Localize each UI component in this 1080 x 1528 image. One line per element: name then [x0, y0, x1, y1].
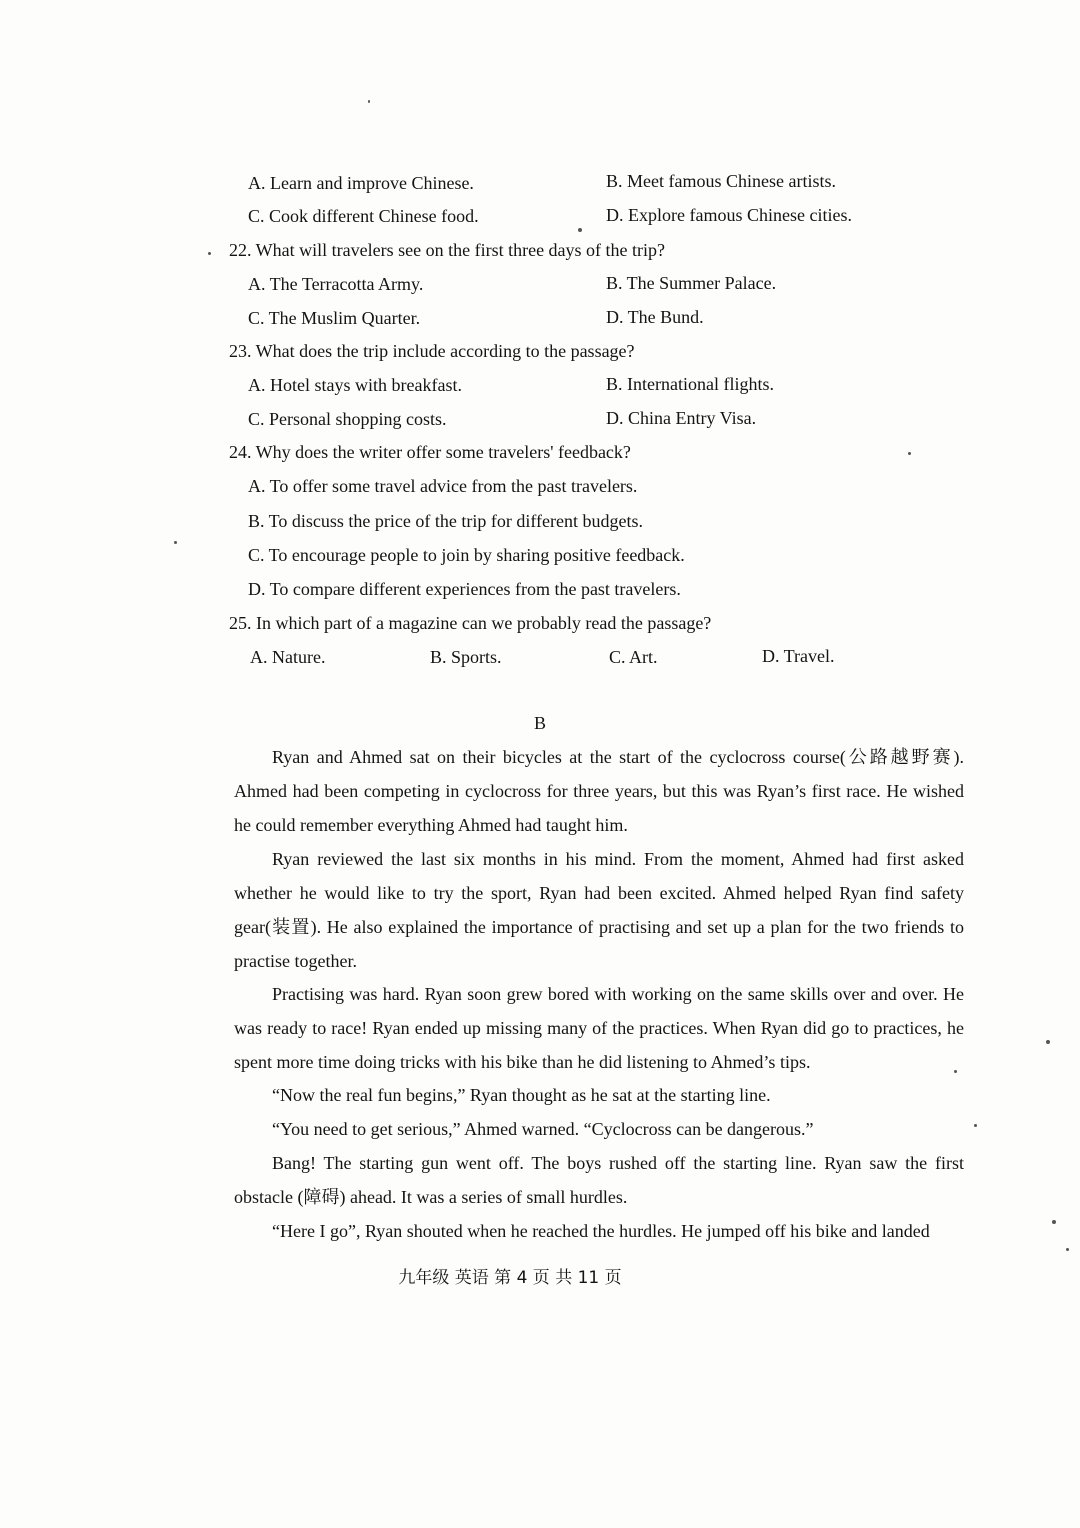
q22-option-a: A. The Terracotta Army.: [248, 274, 424, 294]
scan-speck: [1046, 1040, 1050, 1044]
passage-paragraph-7: [234, 1214, 964, 1248]
scan-speck: [1066, 1248, 1069, 1251]
q22-option-d: D. The Bund.: [606, 307, 704, 327]
q23-option-a: A. Hotel stays with breakfast.: [248, 375, 462, 395]
passage-paragraph-1-text: Ryan and Ahmed sat on their bicycles at the start of the cyclocross course(公路越野赛). Ahmed had been competing in cyclocross for three years, but this was Ryan’s first race. He wished he could remember everything Ahmed had taught him.: [234, 747, 964, 835]
passage-paragraph-4: [234, 1078, 964, 1112]
q22-option-c: C. The Muslim Quarter.: [248, 308, 421, 328]
page-footer: 九年级 英语 第 4 页 共 11 页: [398, 1268, 622, 1288]
q25-option-b: B. Sports.: [430, 647, 502, 667]
scan-speck: [954, 1070, 957, 1073]
scan-speck: [368, 100, 370, 103]
q21-option-d: D. Explore famous Chinese cities.: [606, 205, 852, 225]
passage-paragraph-6: [234, 1146, 964, 1214]
q24-option-b: B. To discuss the price of the trip for different budgets.: [248, 511, 643, 531]
q23-option-d: D. China Entry Visa.: [606, 408, 757, 428]
q24-option-a: A. To offer some travel advice from the past travelers.: [248, 476, 638, 496]
q25-option-d: D. Travel.: [762, 646, 835, 666]
scan-speck: [174, 541, 177, 544]
q25-option-c: C. Art.: [609, 647, 658, 667]
section-b-heading: B: [533, 713, 546, 733]
q21-option-b: B. Meet famous Chinese artists.: [606, 171, 836, 191]
q25-option-a: A. Nature.: [250, 647, 326, 667]
q21-option-c: C. Cook different Chinese food.: [248, 206, 479, 226]
passage-paragraph-2: [234, 842, 964, 978]
scan-speck: [908, 452, 911, 455]
scan-speck: [208, 252, 211, 255]
passage-paragraph-3: [234, 977, 964, 1079]
q23-stem: 23. What does the trip include according to the passage?: [229, 341, 635, 361]
passage-paragraph-6-text: Bang! The starting gun went off. The boys rushed off the starting line. Ryan saw the first obstacle (障碍) ahead. It was a series of small hurdles.: [234, 1153, 964, 1207]
passage-paragraph-5-text: “You need to get serious,” Ahmed warned. “Cyclocross can be dangerous.”: [272, 1119, 814, 1139]
passage-paragraph-5: [234, 1112, 964, 1146]
scan-speck: [1052, 1220, 1056, 1224]
q24-stem: 24. Why does the writer offer some travelers' feedback?: [229, 442, 631, 462]
q24-option-d: D. To compare different experiences from the past travelers.: [248, 579, 681, 599]
passage-paragraph-4-text: “Now the real fun begins,” Ryan thought as he sat at the starting line.: [272, 1085, 771, 1105]
scan-speck: [974, 1124, 977, 1127]
passage-paragraph-1: [234, 740, 964, 842]
q25-stem: 25. In which part of a magazine can we probably read the passage?: [229, 613, 712, 633]
q24-option-c: C. To encourage people to join by sharing positive feedback.: [248, 545, 685, 565]
q23-option-c: C. Personal shopping costs.: [248, 409, 447, 429]
q22-stem: 22. What will travelers see on the first three days of the trip?: [229, 240, 666, 260]
passage-paragraph-2-text: Ryan reviewed the last six months in his mind. From the moment, Ahmed had first asked whether he would like to try the sport, Ryan had been excited. Ahmed helped Ryan find safety gear(装置). He also explained the importance of practising and set up a plan for the two friends to practise together.: [234, 849, 964, 971]
scan-speck: [578, 228, 582, 232]
q23-option-b: B. International flights.: [606, 374, 774, 394]
passage-paragraph-7-text: “Here I go”, Ryan shouted when he reached the hurdles. He jumped off his bike and landed: [272, 1221, 930, 1241]
passage-paragraph-3-text: Practising was hard. Ryan soon grew bored with working on the same skills over and over. He was ready to race! Ryan ended up missing many of the practices. When Ryan did go to practices, he spent more time doing tricks with his bike than he did listening to Ahmed’s tips.: [234, 984, 964, 1072]
q21-option-a: A. Learn and improve Chinese.: [248, 173, 474, 193]
q22-option-b: B. The Summer Palace.: [606, 273, 777, 293]
